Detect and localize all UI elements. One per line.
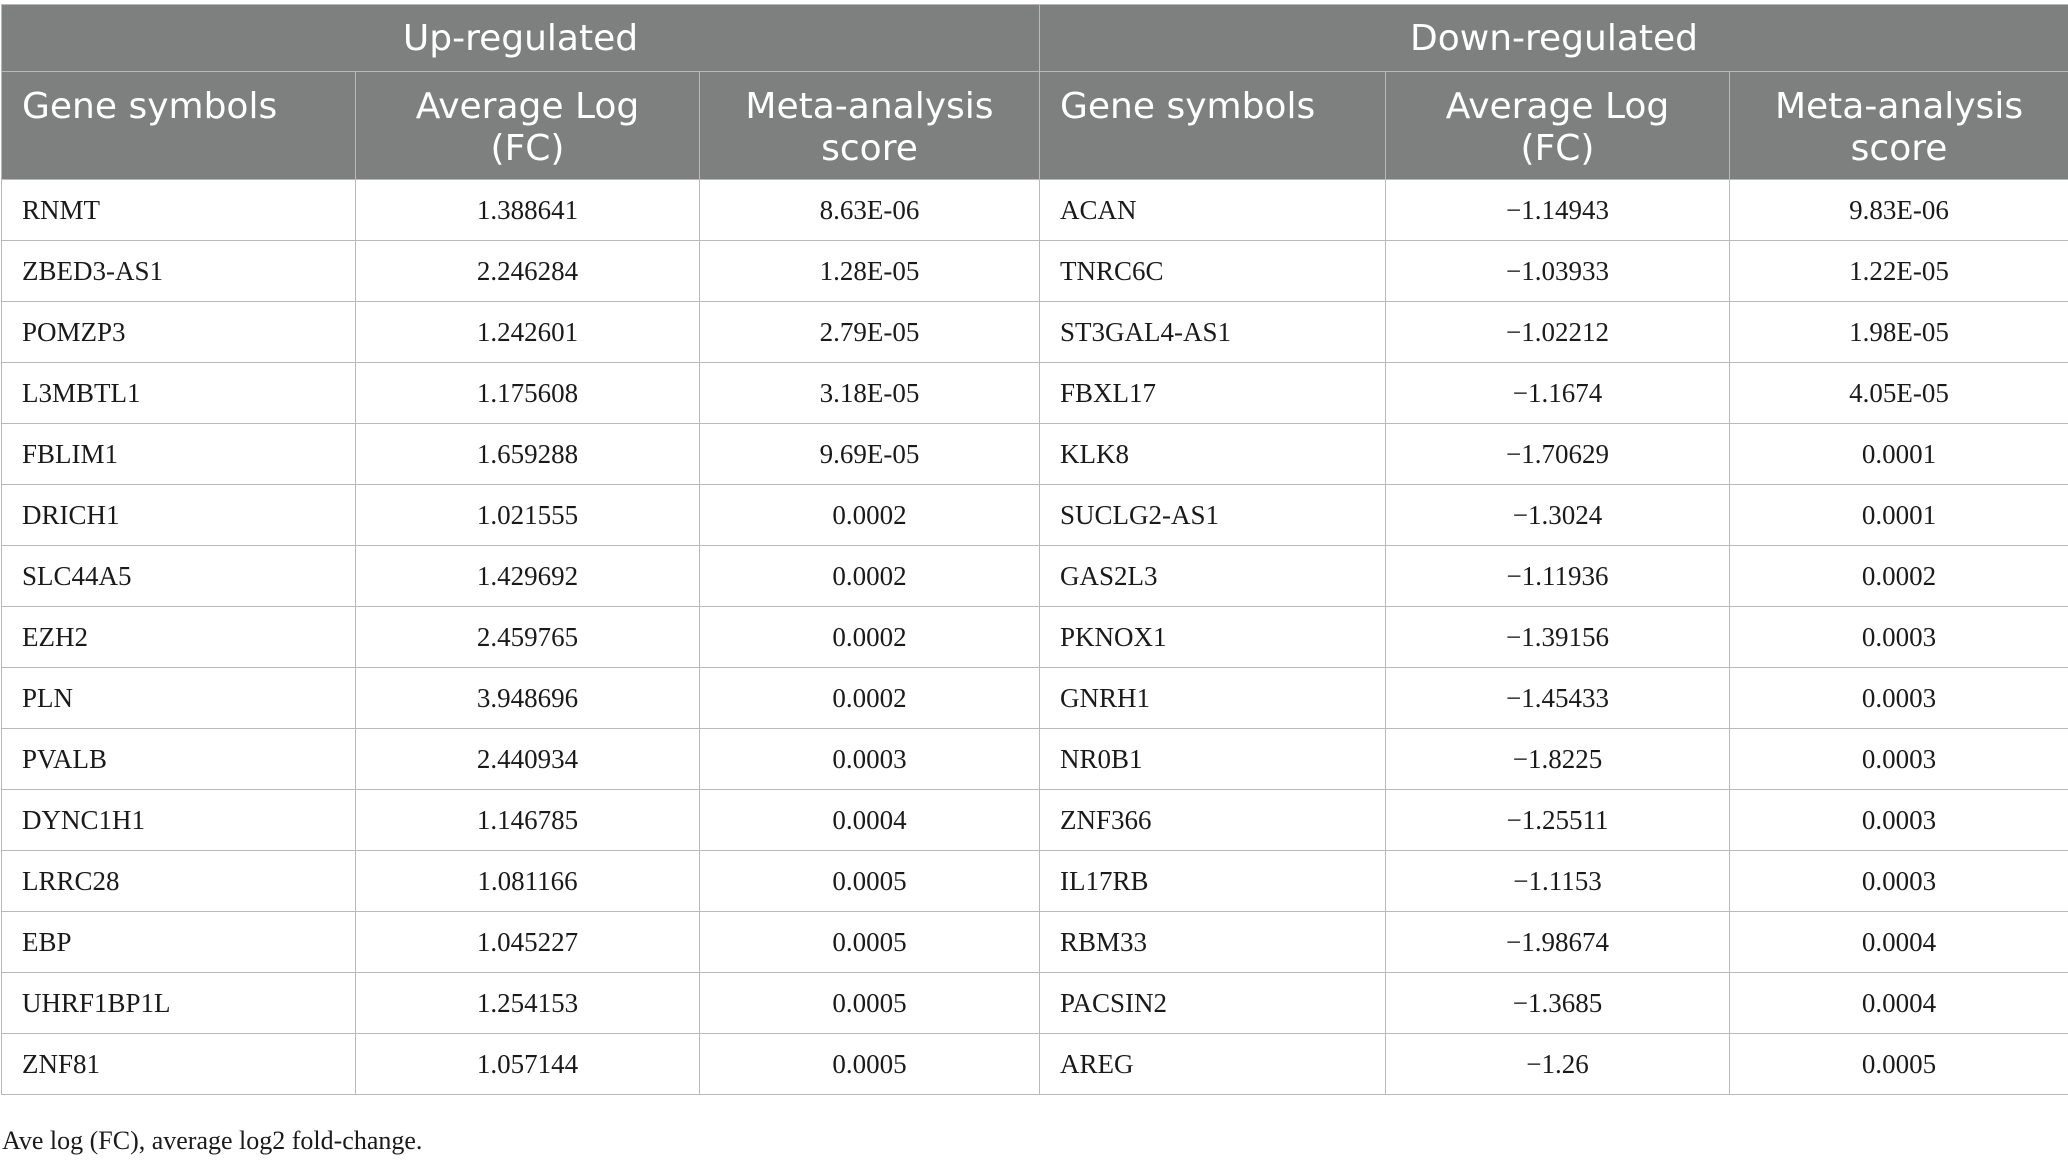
- up-average-log-fc: 3.948696: [356, 668, 700, 729]
- down-gene-symbol: RBM33: [1040, 912, 1386, 973]
- table-row: [2, 485, 2068, 546]
- table-row: [2, 973, 2068, 1034]
- down-meta-analysis-score: 4.05E-05: [1730, 363, 2068, 424]
- up-gene-symbol: DRICH1: [2, 485, 356, 546]
- up-gene-symbol: LRRC28: [2, 851, 356, 912]
- up-meta-analysis-score: 0.0005: [700, 851, 1040, 912]
- down-average-log-fc: −1.45433: [1386, 668, 1730, 729]
- column-header-average-log-fc: Average Log (FC): [356, 72, 700, 180]
- up-meta-analysis-score: 0.0005: [700, 1034, 1040, 1095]
- up-gene-symbol: UHRF1BP1L: [2, 973, 356, 1034]
- up-average-log-fc: 2.459765: [356, 607, 700, 668]
- down-average-log-fc: −1.98674: [1386, 912, 1730, 973]
- table-row: [2, 546, 2068, 607]
- down-meta-analysis-score: 0.0003: [1730, 851, 2068, 912]
- up-meta-analysis-score: 0.0004: [700, 790, 1040, 851]
- up-meta-analysis-score: 2.79E-05: [700, 302, 1040, 363]
- column-header-meta-analysis-score: Meta-analysis score: [700, 72, 1040, 180]
- down-gene-symbol: PKNOX1: [1040, 607, 1386, 668]
- up-gene-symbol: DYNC1H1: [2, 790, 356, 851]
- up-meta-analysis-score: 8.63E-06: [700, 180, 1040, 241]
- table-row: [2, 607, 2068, 668]
- up-gene-symbol: SLC44A5: [2, 546, 356, 607]
- table-header: [2, 5, 2068, 180]
- up-meta-analysis-score: 9.69E-05: [700, 424, 1040, 485]
- table-row: [2, 302, 2068, 363]
- down-gene-symbol: NR0B1: [1040, 729, 1386, 790]
- down-meta-analysis-score: 0.0001: [1730, 424, 2068, 485]
- down-average-log-fc: −1.11936: [1386, 546, 1730, 607]
- down-average-log-fc: −1.39156: [1386, 607, 1730, 668]
- up-gene-symbol: ZBED3-AS1: [2, 241, 356, 302]
- down-average-log-fc: −1.3685: [1386, 973, 1730, 1034]
- down-gene-symbol: SUCLG2-AS1: [1040, 485, 1386, 546]
- down-gene-symbol: ZNF366: [1040, 790, 1386, 851]
- up-gene-symbol: PLN: [2, 668, 356, 729]
- down-meta-analysis-score: 0.0003: [1730, 729, 2068, 790]
- up-average-log-fc: 1.242601: [356, 302, 700, 363]
- up-average-log-fc: 1.045227: [356, 912, 700, 973]
- down-meta-analysis-score: 0.0004: [1730, 973, 2068, 1034]
- down-average-log-fc: −1.3024: [1386, 485, 1730, 546]
- down-average-log-fc: −1.03933: [1386, 241, 1730, 302]
- up-average-log-fc: 1.388641: [356, 180, 700, 241]
- down-average-log-fc: −1.26: [1386, 1034, 1730, 1095]
- up-gene-symbol: ZNF81: [2, 1034, 356, 1095]
- up-meta-analysis-score: 0.0002: [700, 485, 1040, 546]
- up-gene-symbol: L3MBTL1: [2, 363, 356, 424]
- up-average-log-fc: 2.440934: [356, 729, 700, 790]
- down-gene-symbol: ACAN: [1040, 180, 1386, 241]
- up-meta-analysis-score: 1.28E-05: [700, 241, 1040, 302]
- down-meta-analysis-score: 1.98E-05: [1730, 302, 2068, 363]
- down-gene-symbol: GAS2L3: [1040, 546, 1386, 607]
- down-meta-analysis-score: 0.0005: [1730, 1034, 2068, 1095]
- table-row: [2, 363, 2068, 424]
- table-row: [2, 790, 2068, 851]
- up-average-log-fc: 1.057144: [356, 1034, 700, 1095]
- up-average-log-fc: 2.246284: [356, 241, 700, 302]
- down-average-log-fc: −1.8225: [1386, 729, 1730, 790]
- gene-table: [1, 4, 2068, 1095]
- up-meta-analysis-score: 0.0005: [700, 912, 1040, 973]
- column-header-gene-symbols: Gene symbols: [2, 72, 356, 180]
- group-header-up-regulated: Up-regulated: [2, 5, 1040, 72]
- down-average-log-fc: −1.70629: [1386, 424, 1730, 485]
- down-average-log-fc: −1.14943: [1386, 180, 1730, 241]
- down-meta-analysis-score: 1.22E-05: [1730, 241, 2068, 302]
- down-gene-symbol: KLK8: [1040, 424, 1386, 485]
- up-meta-analysis-score: 0.0002: [700, 546, 1040, 607]
- up-gene-symbol: EBP: [2, 912, 356, 973]
- up-gene-symbol: PVALB: [2, 729, 356, 790]
- up-meta-analysis-score: 3.18E-05: [700, 363, 1040, 424]
- down-gene-symbol: TNRC6C: [1040, 241, 1386, 302]
- table-container: [0, 4, 2068, 1095]
- up-meta-analysis-score: 0.0002: [700, 668, 1040, 729]
- down-gene-symbol: GNRH1: [1040, 668, 1386, 729]
- up-average-log-fc: 1.021555: [356, 485, 700, 546]
- down-meta-analysis-score: 0.0002: [1730, 546, 2068, 607]
- down-meta-analysis-score: 0.0003: [1730, 607, 2068, 668]
- column-header-average-log-fc: Average Log (FC): [1386, 72, 1730, 180]
- table-row: [2, 851, 2068, 912]
- column-header-gene-symbols: Gene symbols: [1040, 72, 1386, 180]
- down-average-log-fc: −1.02212: [1386, 302, 1730, 363]
- table-row: [2, 912, 2068, 973]
- up-meta-analysis-score: 0.0005: [700, 973, 1040, 1034]
- up-meta-analysis-score: 0.0003: [700, 729, 1040, 790]
- down-meta-analysis-score: 0.0001: [1730, 485, 2068, 546]
- table-row: [2, 241, 2068, 302]
- up-meta-analysis-score: 0.0002: [700, 607, 1040, 668]
- down-meta-analysis-score: 9.83E-06: [1730, 180, 2068, 241]
- up-average-log-fc: 1.146785: [356, 790, 700, 851]
- group-header-down-regulated: Down-regulated: [1040, 5, 2068, 72]
- down-meta-analysis-score: 0.0003: [1730, 668, 2068, 729]
- up-average-log-fc: 1.254153: [356, 973, 700, 1034]
- group-header-row: [2, 5, 2068, 72]
- down-average-log-fc: −1.1153: [1386, 851, 1730, 912]
- table-row: [2, 729, 2068, 790]
- down-meta-analysis-score: 0.0004: [1730, 912, 2068, 973]
- up-average-log-fc: 1.429692: [356, 546, 700, 607]
- table-row: [2, 1034, 2068, 1095]
- column-header-meta-analysis-score: Meta-analysis score: [1730, 72, 2068, 180]
- down-gene-symbol: PACSIN2: [1040, 973, 1386, 1034]
- down-average-log-fc: −1.25511: [1386, 790, 1730, 851]
- table-row: [2, 424, 2068, 485]
- table-footnote: Ave log (FC), average log2 fold-change.: [2, 1126, 423, 1155]
- up-gene-symbol: RNMT: [2, 180, 356, 241]
- up-gene-symbol: POMZP3: [2, 302, 356, 363]
- column-header-row: [2, 72, 2068, 180]
- up-gene-symbol: EZH2: [2, 607, 356, 668]
- down-gene-symbol: AREG: [1040, 1034, 1386, 1095]
- up-average-log-fc: 1.175608: [356, 363, 700, 424]
- up-gene-symbol: FBLIM1: [2, 424, 356, 485]
- down-gene-symbol: ST3GAL4-AS1: [1040, 302, 1386, 363]
- table-row: [2, 668, 2068, 729]
- down-meta-analysis-score: 0.0003: [1730, 790, 2068, 851]
- down-gene-symbol: FBXL17: [1040, 363, 1386, 424]
- down-average-log-fc: −1.1674: [1386, 363, 1730, 424]
- down-gene-symbol: IL17RB: [1040, 851, 1386, 912]
- up-average-log-fc: 1.081166: [356, 851, 700, 912]
- table-row: [2, 180, 2068, 241]
- table-body: [2, 180, 2068, 1095]
- up-average-log-fc: 1.659288: [356, 424, 700, 485]
